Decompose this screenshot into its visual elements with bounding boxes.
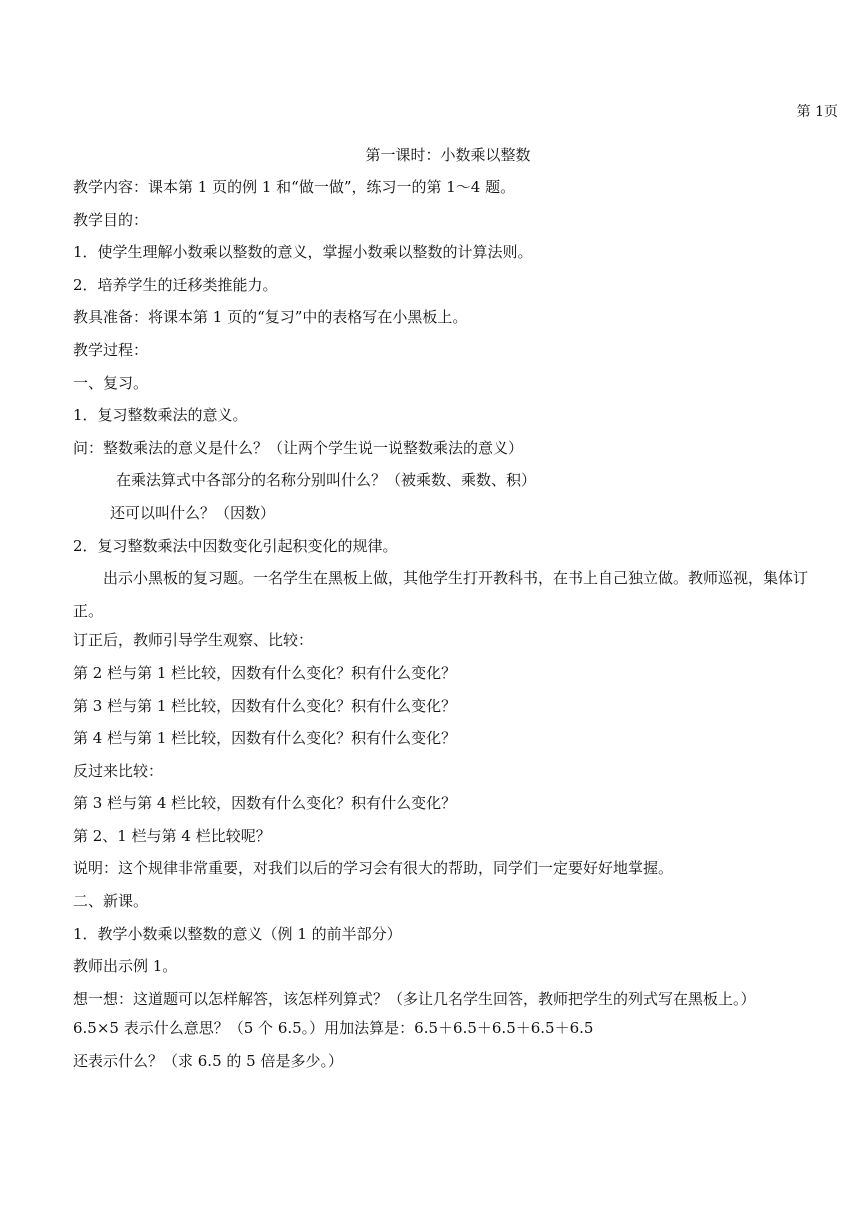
text-line: 教学过程：	[73, 340, 149, 359]
text-line: 第 4 栏与第 1 栏比较，因数有什么变化？积有什么变化？	[73, 729, 457, 748]
text-paragraph: 想一想：这道题可以怎样解答，该怎样列算式？（多让几名学生回答，教师把学生的列式写在黑板上。）	[73, 989, 756, 1008]
text-line: 说明：这个规律非常重要，对我们以后的学习会有很大的帮助，同学们一定要好好地掌握。	[73, 859, 674, 878]
page-title: 第一课时：小数乘以整数	[365, 146, 531, 164]
text-line: 教学内容：课本第 1 页的例 1 和“做一做”，练习一的第 1～4 题。	[73, 178, 516, 196]
text-line: 2．培养学生的迁移类推能力。	[73, 275, 278, 294]
text-line: 第 2、1 栏与第 4 栏比较呢？	[73, 826, 271, 845]
text-line: 第 2 栏与第 1 栏比较，因数有什么变化？积有什么变化？	[73, 663, 457, 682]
text-line: 还可以叫什么？（因数）	[110, 503, 276, 522]
text-line: 二、新课。	[73, 892, 149, 911]
text-paragraph: 出示小黑板的复习题。一名学生在黑板上做，其他学生打开教科书，在书上自己独立做。教师巡视，集体订正。	[73, 569, 809, 620]
text-line: 教学目的：	[73, 210, 149, 229]
text-line: 问：整数乘法的意义是什么？（让两个学生说一说整数乘法的意义）	[73, 438, 524, 457]
text-line: 在乘法算式中各部分的名称分别叫什么？（被乘数、乘数、积）	[116, 471, 537, 490]
text-line: 1．复习整数乘法的意义。	[73, 406, 248, 425]
text-line: 订正后，教师引导学生观察、比较：	[73, 631, 314, 650]
text-line: 一、复习。	[73, 373, 149, 392]
text-line: 第 3 栏与第 4 栏比较，因数有什么变化？积有什么变化？	[73, 794, 457, 813]
text-line: 还表示什么？（求 6.5 的 5 倍是多少。）	[73, 1052, 343, 1071]
text-line: 教具准备：将课本第 1 页的“复习”中的表格写在小黑板上。	[73, 308, 468, 327]
text-line: 教师出示例 1。	[73, 957, 178, 976]
text-line: 1．教学小数乘以整数的意义（例 1 的前半部分）	[73, 924, 402, 943]
page-number: 第 1页	[796, 104, 838, 120]
text-line: 2．复习整数乘法中因数变化引起积变化的规律。	[73, 536, 398, 555]
text-line: 第 3 栏与第 1 栏比较，因数有什么变化？积有什么变化？	[73, 696, 457, 715]
text-line: 6.5×5 表示什么意思？（5 个 6.5。）用加法算是：6.5＋6.5＋6.5＋6.5＋6.5	[73, 1019, 594, 1038]
text-line: 1．使学生理解小数乘以整数的意义，掌握小数乘以整数的计算法则。	[73, 243, 533, 262]
document-body	[73, 174, 813, 1081]
text-line: 反过来比较：	[73, 761, 164, 780]
